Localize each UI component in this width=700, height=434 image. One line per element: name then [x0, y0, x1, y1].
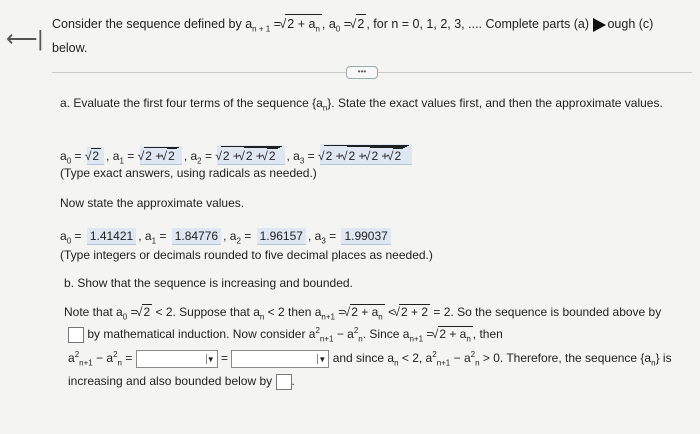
exact-hint: (Type exact answers, using radicals as needed.) [60, 166, 317, 180]
a1-exact-answer[interactable]: √ 2 + √ 2 [140, 146, 182, 165]
a3-exact-answer[interactable]: √ 2 + √ 2 + √ 2 + √ 2 [320, 144, 412, 165]
a0-approx-answer[interactable]: 1.41421 [87, 228, 136, 245]
part-b-line-1: Note that $a_0$ = √ 2 < 2. Suppose that $a_n < 2$ then $a_{n+1}$ = √ $2 + a_n$ < √ 2 + 2 = 2. So the sequence is bounded above by [64, 304, 661, 321]
chevron-down-icon: ▼ [318, 354, 327, 364]
part-a-prompt: a. Evaluate the first four terms of the sequence $\{a_n\}$. State the exact values first, and then the approximate values. [60, 96, 663, 113]
a1-approx-answer[interactable]: 1.84776 [172, 228, 221, 245]
approx-hint: (Type integers or decimals rounded to five decimal places as needed.) [60, 248, 433, 262]
problem-statement: Consider the sequence defined by $a_{n + 1}$ = √ $2 + a_n$ , $a_0$ = √ 2 , for n = 0, 1, 2, 3, .... Complete parts (a) ough (c) below. [52, 14, 692, 57]
part-b-line-3: $a^2_{n+1} - a^2_n$ = ▼ = ▼ and since $a_n < 2$, $a^2_{n+1} - a^2_n > 0$. Therefore, the sequence $\{a_n\}$ is [68, 350, 672, 368]
a0-exact-answer[interactable]: √ 2 [87, 147, 104, 165]
exact-answers-row: $a_0$ = √ 2 , $a_1$ = √ 2 + √ 2 , $a_2$ = √ 2 + √ 2 + √ 2 , $a_3$ = √ 2 + √ 2 + √ 2 + √ 2 [60, 144, 414, 165]
upper-bound-answer-box[interactable] [68, 327, 84, 343]
difference-dropdown-1[interactable] [136, 350, 218, 368]
part-b-prompt: b. Show that the sequence is increasing and bounded. [64, 276, 353, 290]
expand-more-button[interactable]: ••• [346, 66, 378, 79]
part-b-line-2: by mathematical induction. Now consider $a^2_{n+1} - a^2_n$. Since $a_{n+1}$ = √ $2 + a_n$ , then [68, 326, 503, 343]
a2-approx-answer[interactable]: 1.96157 [257, 228, 306, 245]
a3-approx-answer[interactable]: 1.99037 [341, 228, 390, 245]
difference-dropdown-2[interactable] [231, 350, 329, 368]
back-icon[interactable]: ⟵| [6, 26, 44, 51]
lower-bound-answer-box[interactable] [276, 374, 292, 390]
a2-exact-answer[interactable]: √ 2 + √ 2 + √ 2 [217, 145, 284, 165]
part-b-line-4: increasing and also bounded below by . [68, 374, 295, 389]
approx-answers-row: $a_0 = 1.41421$ , $a_1 = 1.84776$ , $a_2 = 1.96157$ , $a_3 = 1.99037$ [60, 228, 393, 245]
chevron-down-icon: ▼ [206, 354, 215, 364]
mouse-cursor-icon [593, 18, 606, 32]
approx-prompt: Now state the approximate values. [60, 196, 245, 210]
